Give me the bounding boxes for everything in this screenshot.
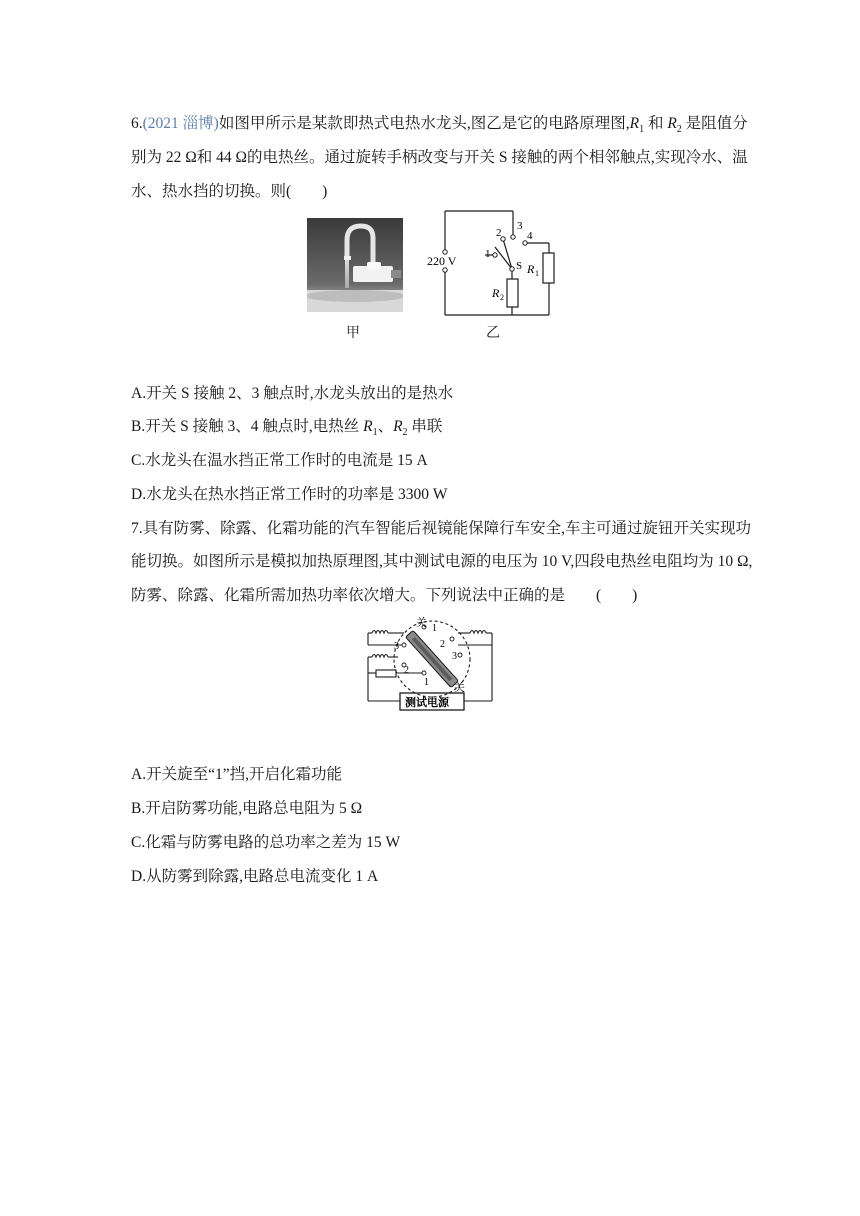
knob-label-1-bottom: 1 <box>424 677 429 688</box>
knob-label-off-bottom: 关 <box>454 682 465 694</box>
q6-option-b[interactable] <box>131 416 442 444</box>
circuit-r2: R <box>492 286 500 300</box>
q6-line1-text: 如图甲所示是某款即热式电热水龙头,图乙是它的电路原理图, <box>218 115 630 132</box>
circuit-contact-3: 3 <box>517 220 523 232</box>
q6-option-a[interactable]: A.开关 S 接触 2、3 触点时,水龙头放出的是热水 <box>131 385 454 402</box>
circuit-contact-2: 2 <box>496 227 502 239</box>
q6-r1-symbol: R <box>629 115 640 132</box>
knob-label-2-top: 2 <box>440 639 445 650</box>
q6-option-c[interactable]: C.水龙头在温水挡正常工作时的电流是 15 A <box>131 452 428 469</box>
fig-label-jia: 甲 <box>346 326 360 341</box>
q7-line-3: 防雾、除露、化霜所需加热功率依次增大。下列说法中正确的是 ( ) <box>131 587 638 604</box>
q7-option-c[interactable]: C.化霜与防雾电路的总功率之差为 15 W <box>131 834 401 851</box>
circuit-r2-sub: 2 <box>500 293 504 302</box>
q6-option-b-r1-sub: 1 <box>372 427 378 439</box>
q6-option-b-r2-sub: 2 <box>402 427 408 439</box>
q6-option-b-r2: R <box>393 418 403 435</box>
circuit-contact-4: 4 <box>527 230 533 242</box>
q7-line-1: 7.具有防雾、除露、化霜功能的汽车智能后视镜能保障行车安全,车主可通过旋钮开关实现功 <box>131 520 752 537</box>
q6-line-2: 别为 22 Ω和 44 Ω的电热丝。通过旋转手柄改变与开关 S 接触的两个相邻触点,实现冷水、温 <box>131 149 748 166</box>
circuit-r1: R <box>527 262 535 276</box>
q6-line-1 <box>131 113 748 141</box>
q7-option-d[interactable]: D.从防雾到除露,电路总电流变化 1 A <box>131 868 379 885</box>
q6-source: (2021 淄博) <box>142 115 219 132</box>
q7-line-2: 能切换。如图所示是模拟加热原理图,其中测试电源的电压为 10 V,四段电热丝电阻均为 10 Ω, <box>131 553 753 570</box>
circuit-r1-sub: 1 <box>535 269 539 278</box>
fig-label-yi: 乙 <box>486 326 500 341</box>
q6-number: 6. <box>131 115 143 132</box>
knob-label-off-top: 关 <box>416 617 427 629</box>
knob-label-3-right: 3 <box>452 651 457 662</box>
knob-label-1-top: 1 <box>432 623 437 634</box>
q6-line1-and: 和 <box>644 115 668 132</box>
q6-option-b-text: B.开关 S 接触 3、4 触点时,电热丝 <box>131 418 364 435</box>
test-power-source-label: 测试电源 <box>405 697 449 709</box>
knob-label-3-left: 3 <box>394 641 399 652</box>
q6-r2-sub: 2 <box>676 124 682 136</box>
q6-line1-end: 是阻值分 <box>681 115 748 132</box>
q6-option-b-end: 串联 <box>407 418 443 435</box>
q6-option-d[interactable]: D.水龙头在热水挡正常工作时的功率是 3300 W <box>131 486 448 503</box>
knob-label-2-left: 2 <box>404 665 409 676</box>
q6-option-b-sep: 、 <box>377 418 394 435</box>
circuit-diagram-yi <box>425 205 560 317</box>
q7-option-b[interactable]: B.开启防雾功能,电路总电阻为 5 Ω <box>131 800 363 817</box>
circuit-switch-s: S <box>516 260 523 272</box>
q6-r1-sub: 1 <box>639 124 645 136</box>
q7-option-a[interactable]: A.开关旋至“1”挡,开启化霜功能 <box>131 766 342 783</box>
q6-option-b-r1: R <box>363 418 373 435</box>
q6-line-3: 水、热水挡的切换。则( ) <box>131 183 328 200</box>
circuit-contact-1: 1 <box>485 248 491 260</box>
q6-r2-symbol: R <box>667 115 677 132</box>
circuit-voltage: 220 V <box>427 254 457 268</box>
heating-circuit-diagram <box>360 615 500 721</box>
faucet-photo <box>307 218 403 312</box>
